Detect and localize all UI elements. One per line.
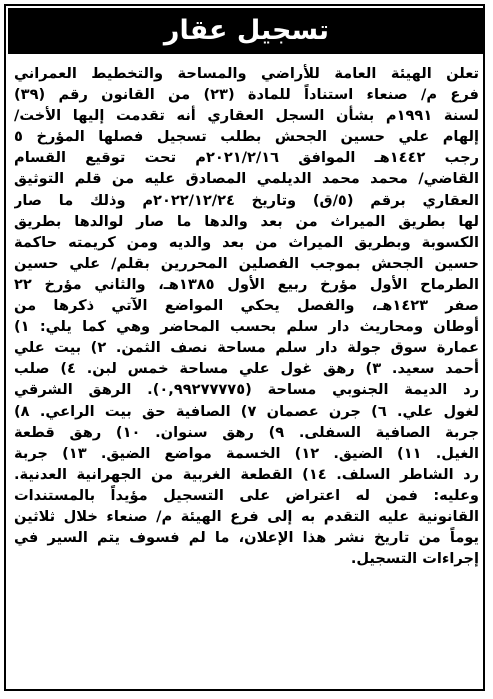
notice-body-line: لسنة ١٩٩١م بشأن السجل العقاري أنه تقدمت إليها الأخت/ xyxy=(14,107,479,125)
notice-body-line: رجب ١٤٤٢هـ الموافق ٢٠٢١/٢/١٦م تحت توقيع القسام xyxy=(14,149,479,167)
notice-body-line: تعلن الهيئة العامة للأراضي والمساحة والتخطيط العمراني xyxy=(14,65,479,82)
notice-body-line: يوماً من تاريخ نشر هذا الإعلان، ما لم فسوف يتم السير في xyxy=(14,529,479,547)
notice-body-line: حسين الجحش بموجب الفصلين المحررين بقلم/ علي حسين xyxy=(14,254,479,272)
notice-body xyxy=(14,63,479,569)
notice-body-line: القاضي/ محمد محمد الديلمي المصادق عليه من قلم التوثيق xyxy=(14,170,479,188)
notice-title: تسجيل عقار xyxy=(163,15,330,46)
notice-body-line: الغيل. ١١) الضيق. ١٢) الخسمة مواضع الضيق. ١٣) جربة xyxy=(14,444,479,462)
notice-body-line: الطرماح الأول مؤرخ ربيع الأول ١٣٨٥هـ، والثاني مؤرخ ٢٢ xyxy=(14,275,479,293)
notice-body-line: عمارة سوق جولة دار سلم مساحة نصف الثمن. ٢) بيت علي xyxy=(14,339,479,357)
notice-body-line: لها بطريق الميراث من بعد والدها ما صار لوالدها بطريق xyxy=(14,212,479,230)
notice-body-line: صفر ١٤٢٣هـ، والفصل يحكي المواضع الآتي ذكرها من xyxy=(14,297,479,315)
notice-body-line: رد الديمة الجنوبي مساحة (٠,٩٩٢٧٧٧٧٥). الرهق الشرقي xyxy=(14,381,479,399)
notice-body-line: إجراءات التسجيل. xyxy=(350,550,479,568)
notice-body-line: القانونية عليه التقدم به إلى فرع الهيئة م/ صنعاء خلال ثلاثين xyxy=(14,507,479,525)
notice-body-line: الكسوبة وبطريق الميراث من بعد والديه ومن كريمته حاكمة xyxy=(14,233,479,251)
notice-body-line: فرع م/ صنعاء استناداً للمادة (٢٣) من القانون رقم (٣٩) xyxy=(14,86,479,104)
notice-body-line: أحمد سعيد. ٣) رهق غول علي مساحة خمس لبن. ٤) صلب xyxy=(14,360,479,378)
notice-body-line: لغول علي. ٦) جرن عصمان ٧) الصافية حق بيت الراعي. ٨) xyxy=(14,402,479,420)
notice-body-line: رد الشاطر السلف. ١٤) القطعة الغربية من الجهرانية العدنية. xyxy=(14,465,479,483)
notice-body-line: أوطان ومحاريث دار سلم بحسب المحاضر وهي كما يلي: ١) xyxy=(14,318,479,336)
notice-body-line: إلهام علي حسين الجحش بطلب تسجيل فصلها المؤرخ ٥ xyxy=(14,128,479,146)
notice-body-line: جربة الصافية السفلى. ٩) رهق سنوان. ١٠) رهق قطعة xyxy=(14,423,479,441)
title-banner xyxy=(8,8,485,54)
notice-body-line: وعليه: فمن له اعتراض على التسجيل مؤيداً بالمستندات xyxy=(14,486,479,504)
notice-body-line: العقاري برقم (٥/ق) وتاريخ ٢٠٢٢/١٢/٢٤م وذلك ما صار xyxy=(14,191,479,209)
